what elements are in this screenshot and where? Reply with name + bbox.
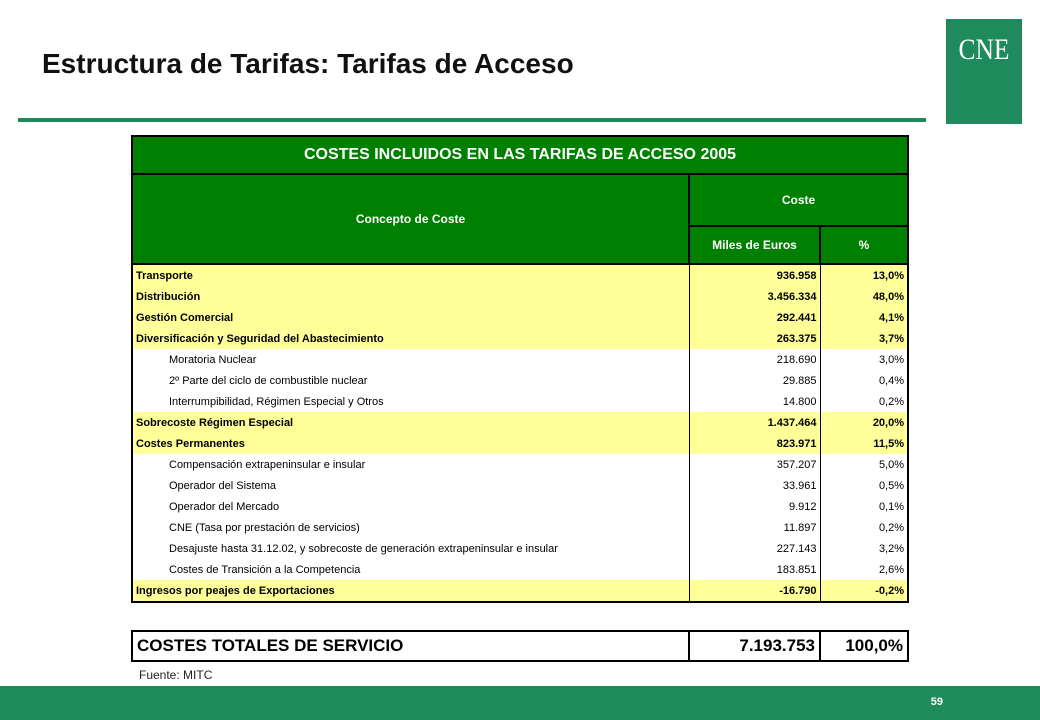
row-value: 1.437.464 bbox=[689, 412, 820, 433]
table-row bbox=[132, 412, 908, 433]
row-value: 14.800 bbox=[689, 391, 820, 412]
row-label: Distribución bbox=[132, 286, 689, 307]
table-row bbox=[132, 580, 908, 602]
row-label: Ingresos por peajes de Exportaciones bbox=[132, 580, 689, 602]
source-note: Fuente: MITC bbox=[139, 668, 213, 682]
table-row bbox=[132, 370, 908, 391]
column-header-eur: Miles de Euros bbox=[689, 226, 820, 264]
title-divider bbox=[18, 118, 926, 122]
header-row bbox=[132, 174, 908, 226]
row-value: 227.143 bbox=[689, 538, 820, 559]
table-row bbox=[132, 559, 908, 580]
row-label: CNE (Tasa por prestación de servicios) bbox=[132, 517, 689, 538]
row-pct: 0,1% bbox=[820, 496, 908, 517]
row-value: 11.897 bbox=[689, 517, 820, 538]
row-value: 9.912 bbox=[689, 496, 820, 517]
row-label: Interrumpibilidad, Régimen Especial y Otros bbox=[132, 391, 689, 412]
row-value: 29.885 bbox=[689, 370, 820, 391]
table-row bbox=[132, 433, 908, 454]
row-label: Desajuste hasta 31.12.02, y sobrecoste de generación extrapeninsular e insular bbox=[132, 538, 689, 559]
row-value: 218.690 bbox=[689, 349, 820, 370]
total-value: 7.193.753 bbox=[689, 631, 820, 661]
row-pct: 11,5% bbox=[820, 433, 908, 454]
table-row bbox=[132, 307, 908, 328]
table-row bbox=[132, 328, 908, 349]
table-row bbox=[132, 538, 908, 559]
row-pct: 48,0% bbox=[820, 286, 908, 307]
total-table bbox=[131, 630, 909, 662]
row-pct: -0,2% bbox=[820, 580, 908, 602]
row-pct: 3,7% bbox=[820, 328, 908, 349]
row-label: Transporte bbox=[132, 264, 689, 286]
row-label: Costes Permanentes bbox=[132, 433, 689, 454]
row-value: 183.851 bbox=[689, 559, 820, 580]
row-pct: 13,0% bbox=[820, 264, 908, 286]
logo-text: CNE bbox=[958, 33, 1010, 66]
footer-bar bbox=[0, 686, 1040, 720]
table-title: COSTES INCLUIDOS EN LAS TARIFAS DE ACCESO 2005 bbox=[132, 136, 908, 174]
table-row bbox=[132, 475, 908, 496]
cne-logo bbox=[946, 19, 1022, 124]
row-pct: 4,1% bbox=[820, 307, 908, 328]
row-pct: 3,2% bbox=[820, 538, 908, 559]
table-row bbox=[132, 517, 908, 538]
table-row bbox=[132, 496, 908, 517]
table-row bbox=[132, 391, 908, 412]
page-number: 59 bbox=[930, 696, 943, 708]
row-value: 936.958 bbox=[689, 264, 820, 286]
row-value: 292.441 bbox=[689, 307, 820, 328]
access-tariff-costs-table bbox=[131, 135, 909, 603]
table-body bbox=[132, 264, 908, 602]
page-title: Estructura de Tarifas: Tarifas de Acceso bbox=[42, 48, 574, 79]
row-pct: 20,0% bbox=[820, 412, 908, 433]
row-label: Compensación extrapeninsular e insular bbox=[132, 454, 689, 475]
row-value: 823.971 bbox=[689, 433, 820, 454]
row-pct: 0,4% bbox=[820, 370, 908, 391]
row-label: Diversificación y Seguridad del Abastecimiento bbox=[132, 328, 689, 349]
row-value: 3.456.334 bbox=[689, 286, 820, 307]
table-row bbox=[132, 264, 908, 286]
row-pct: 0,5% bbox=[820, 475, 908, 496]
row-label: Moratoria Nuclear bbox=[132, 349, 689, 370]
total-pct: 100,0% bbox=[820, 631, 908, 661]
total-label: COSTES TOTALES DE SERVICIO bbox=[132, 631, 689, 661]
row-pct: 0,2% bbox=[820, 391, 908, 412]
row-pct: 0,2% bbox=[820, 517, 908, 538]
row-label: Sobrecoste Régimen Especial bbox=[132, 412, 689, 433]
row-pct: 5,0% bbox=[820, 454, 908, 475]
column-header-pct: % bbox=[820, 226, 908, 264]
row-label: Gestión Comercial bbox=[132, 307, 689, 328]
row-pct: 2,6% bbox=[820, 559, 908, 580]
total-row bbox=[132, 631, 908, 661]
table-row bbox=[132, 349, 908, 370]
row-value: 33.961 bbox=[689, 475, 820, 496]
table-title-row bbox=[132, 136, 908, 174]
table-row bbox=[132, 454, 908, 475]
column-header-concept: Concepto de Coste bbox=[132, 174, 689, 264]
row-label: Costes de Transición a la Competencia bbox=[132, 559, 689, 580]
row-label: Operador del Sistema bbox=[132, 475, 689, 496]
row-label: Operador del Mercado bbox=[132, 496, 689, 517]
row-value: -16.790 bbox=[689, 580, 820, 602]
table-row bbox=[132, 286, 908, 307]
column-header-cost: Coste bbox=[689, 174, 908, 226]
row-value: 357.207 bbox=[689, 454, 820, 475]
row-label: 2º Parte del ciclo de combustible nuclear bbox=[132, 370, 689, 391]
row-pct: 3,0% bbox=[820, 349, 908, 370]
row-value: 263.375 bbox=[689, 328, 820, 349]
